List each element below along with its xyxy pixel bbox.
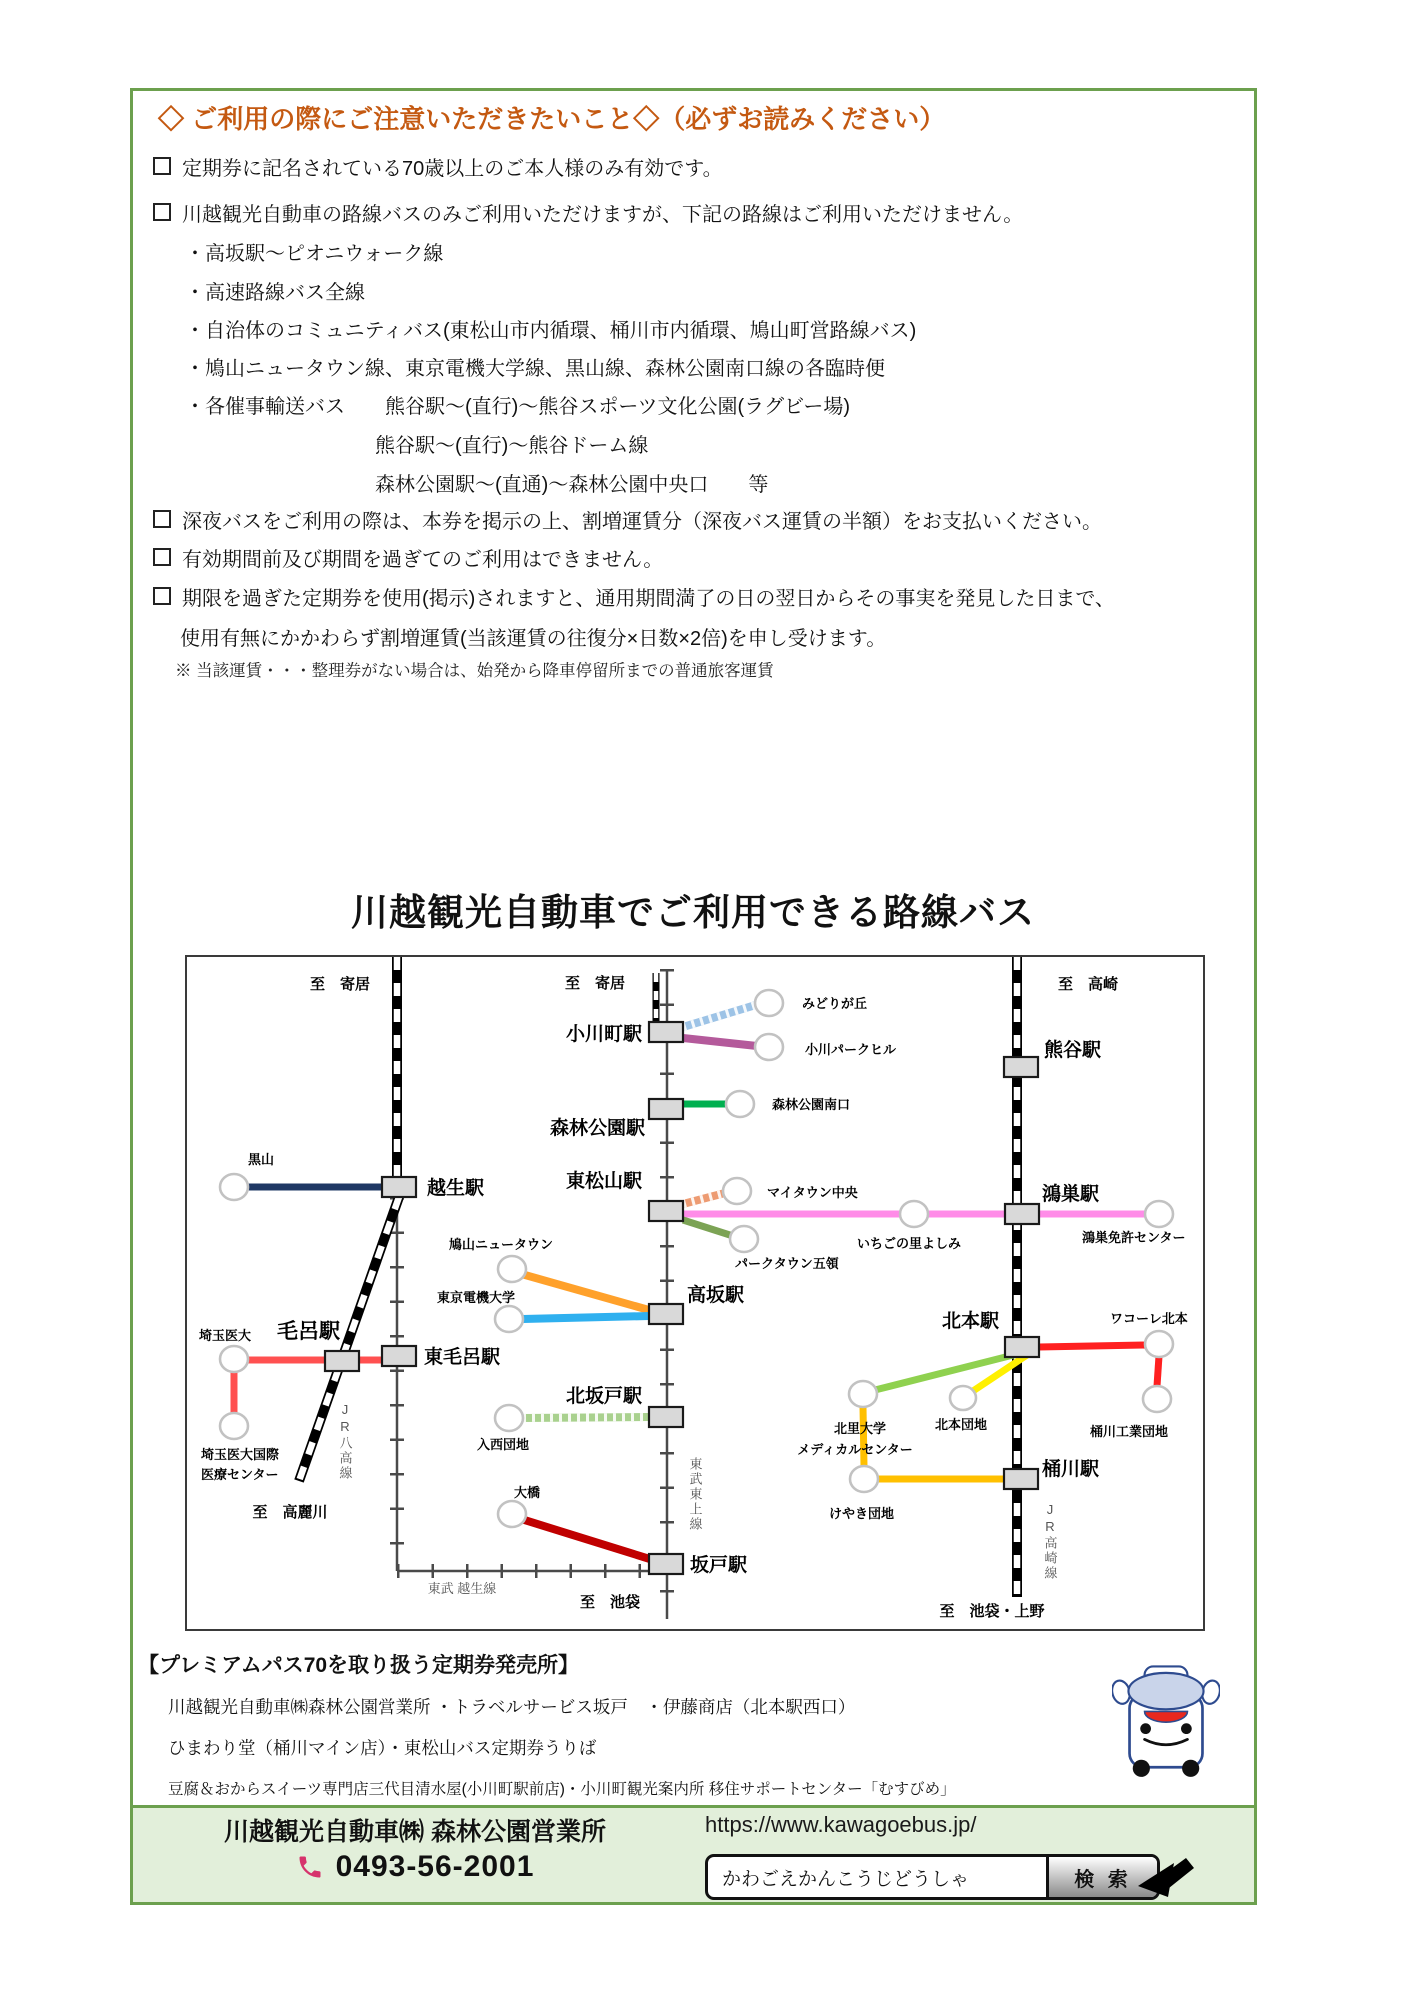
stop-circle-tokyo-denki (495, 1306, 523, 1332)
bus-line-wakore (1039, 1345, 1147, 1347)
station-box-konosu (1005, 1204, 1039, 1224)
stop-label-keyaki: けやき団地 (829, 1506, 895, 1521)
route-map-svg (187, 957, 1203, 1629)
station-label-moro: 毛呂駅 (277, 1320, 340, 1343)
bus-line-tokyo-denki (523, 1316, 649, 1319)
notice-text: 定期券に記名されている70歳以上のご本人様のみ有効です。 (182, 158, 723, 180)
station-box-moro (325, 1351, 359, 1371)
checkbox-icon (153, 157, 171, 175)
checkbox-icon (153, 510, 171, 528)
excluded-route: ・各催事輸送バス 熊谷駅～(直行)～熊谷スポーツ文化公園(ラグビー場) (185, 396, 851, 418)
stop-label-ohashi: 大橋 (513, 1485, 541, 1500)
bus-line-hatoyama-newtown (518, 1273, 656, 1312)
station-label-kita-sakado: 北坂戸駅 (565, 1386, 642, 1407)
bus-line-ohashi (518, 1518, 653, 1560)
stop-label-wakore: ワコーレ北本 (1110, 1311, 1188, 1326)
stop-circle-parktown (730, 1226, 758, 1252)
notice-text: 川越観光自動車の路線バスのみご利用いただけますが、下記の路線はご利用いただけません。 (182, 204, 1024, 226)
dir-takasaki: 至 高崎 (1057, 976, 1119, 993)
notice-item (153, 582, 1115, 611)
station-label-ogose: 越生駅 (427, 1178, 485, 1199)
footer-company: 川越観光自動車㈱ 森林公園営業所 (224, 1818, 606, 1846)
sales-line: 豆腐＆おからスイーツ専門店三代目清水屋(小川町駅前店)・小川町観光案内所 移住サポートセンター「むすびめ」 (168, 1781, 956, 1798)
footer-phone-number: 0493-56-2001 (335, 1850, 535, 1883)
stop-label-kitamoto-danchi: 北本団地 (935, 1417, 988, 1432)
stop-label-tokyo-denki: 東京電機大学 (437, 1290, 516, 1305)
dir-ikebukuro-ueno: 至 池袋・上野 (939, 1603, 1045, 1620)
stop-circle-nissai (495, 1405, 523, 1431)
stop-label-nissai: 入西団地 (477, 1437, 530, 1452)
cursor-pointer (1136, 1856, 1198, 1921)
cursor-arrow-icon (1136, 1856, 1198, 1916)
notice-item (153, 152, 723, 181)
stop-label-okegawa-kogyo: 桶川工業団地 (1090, 1424, 1169, 1439)
stop-circle-konosu-menkyo (1145, 1201, 1173, 1227)
stop-circle-midorigaoka (755, 990, 783, 1016)
station-label-shinrin-koen: 森林公園駅 (549, 1118, 645, 1139)
station-label-takasaka: 高坂駅 (687, 1285, 745, 1306)
stop-label-parktown: パークタウン五領 (735, 1256, 839, 1271)
stop-circle-saitama-idai-kokusai (220, 1413, 248, 1439)
notice-text: 有効期間前及び期間を過ぎてのご利用はできません。 (182, 549, 664, 571)
stop-label-saitama-idai: 埼玉医大 (199, 1328, 252, 1343)
label-jr-hachiko: JR八高線 (337, 1402, 353, 1481)
checkbox-icon (153, 587, 171, 605)
station-box-sakado (649, 1554, 683, 1574)
stop-label-ichigo: いちごの里よしみ (857, 1236, 962, 1251)
search-box (705, 1854, 1160, 1900)
bus-mascot (1112, 1660, 1220, 1783)
dir-yorii-center: 至 寄居 (564, 975, 626, 992)
notice-continuation: 使用有無にかかわらず割増運賃(当該運賃の往復分×日数×2倍)を申し受けます。 (180, 628, 887, 650)
search-button: 検 索 (1046, 1857, 1157, 1897)
notice-heading: ◇ ご利用の際にご注意いただきたいこと◇（必ずお読みください） (158, 104, 946, 134)
dir-ikebukuro: 至 池袋 (579, 1594, 641, 1611)
label-tobu-tojo: 東武東上線 (687, 1457, 703, 1532)
stop-label-konosu-menkyo: 鴻巣免許センター (1082, 1230, 1186, 1245)
stop-label-ogawa-park-hill: 小川パークヒル (805, 1042, 897, 1057)
stop-label-mytown: マイタウン中央 (767, 1185, 858, 1200)
map-title: 川越観光自動車でご利用できる路線バス (351, 892, 1035, 933)
footer-url: https://www.kawagoebus.jp/ (705, 1812, 977, 1837)
bus-mascot-icon (1112, 1660, 1220, 1778)
route-map (185, 955, 1205, 1631)
station-box-shinrin-koen (649, 1099, 683, 1119)
excluded-route-continuation: 熊谷駅～(直行)～熊谷ドーム線 (375, 435, 649, 457)
notice-item (153, 198, 1023, 227)
phone-icon (296, 1853, 324, 1881)
dir-komagawa: 至 高麗川 (252, 1504, 328, 1521)
station-label-higashi-moro: 東毛呂駅 (424, 1347, 501, 1368)
stop-circle-ichigo (900, 1201, 928, 1227)
station-box-kitamoto (1005, 1337, 1039, 1357)
station-label-konosu: 鴻巣駅 (1042, 1184, 1100, 1205)
stop-label-kitasato-2: メディカルセンター (797, 1442, 913, 1457)
notice-text: 深夜バスをご利用の際は、本券を掲示の上、割増運賃分（深夜バス運賃の半額）をお支払いください。 (182, 511, 1102, 533)
excluded-route: ・高速路線バス全線 (185, 282, 365, 304)
stop-label-kuroyama: 黒山 (247, 1152, 275, 1167)
stop-circle-keyaki (850, 1466, 878, 1492)
stop-circle-hatoyama (498, 1256, 526, 1282)
notice-text: 期限を過ぎた定期券を使用(掲示)されますと、通用期間満了の日の翌日からその事実を発見した日まで、 (182, 588, 1115, 610)
excluded-route: ・鳩山ニュータウン線、東京電機大学線、黒山線、森林公園南口線の各臨時便 (185, 358, 885, 380)
stop-circle-ogawa-park-hill (755, 1034, 783, 1060)
search-query-text: かわごえかんこうじどうしゃ (722, 1868, 970, 1890)
stop-circle-okegawa-kogyo (1143, 1386, 1171, 1412)
excluded-route-continuation: 森林公園駅～(直通)～森林公園中央口 等 (375, 474, 769, 496)
stop-label-saitama-idai-kokusai-2: 医療センター (201, 1467, 279, 1482)
station-box-higashi-moro (382, 1346, 416, 1366)
stop-circle-wakore (1145, 1331, 1173, 1357)
stop-circle-shinrin-minamiguchi (726, 1091, 754, 1117)
stop-circle-kitasato (849, 1381, 877, 1407)
dir-yorii-left: 至 寄居 (309, 976, 371, 993)
bus-line-okegawa-kogyo (1157, 1356, 1159, 1386)
stop-circle-saitama-idai (220, 1346, 248, 1372)
sales-line: 川越観光自動車㈱森林公園営業所 ・トラベルサービス坂戸 ・伊藤商店（北本駅西口） (168, 1697, 856, 1717)
stop-label-midorigaoka: みどりが丘 (802, 996, 868, 1011)
station-label-okegawa: 桶川駅 (1042, 1459, 1100, 1480)
sales-line: ひまわり堂（桶川マイン店）・東松山バス定期券うりば (168, 1738, 597, 1758)
station-label-sakado: 坂戸駅 (690, 1555, 748, 1576)
station-label-kitamoto: 北本駅 (941, 1311, 999, 1332)
bus-line-kitasato-keyaki (863, 1407, 864, 1466)
notice-item (153, 505, 1102, 534)
station-box-ogawamachi (649, 1022, 683, 1042)
station-box-ogose (382, 1177, 416, 1197)
stop-circle-kitamoto-danchi (950, 1386, 976, 1410)
bus-line-parktown-goryo (683, 1220, 733, 1236)
excluded-route: ・自治体のコミュニティバス(東松山市内循環、桶川市内循環、鳩山町営路線バス) (185, 320, 917, 342)
station-box-okegawa (1004, 1469, 1038, 1489)
bus-line-ogawa-park-hill (683, 1038, 757, 1046)
station-label-kumagaya: 熊谷駅 (1044, 1040, 1102, 1061)
station-box-kita-sakado (649, 1407, 683, 1427)
stop-circle-mytown (723, 1178, 751, 1204)
stop-label-saitama-idai-kokusai-1: 埼玉医大国際 (201, 1447, 280, 1462)
notice-item (153, 543, 663, 572)
fare-footnote: ※ 当該運賃・・・整理券がない場合は、始発から降車停留所までの普通旅客運賃 (175, 662, 774, 680)
stop-circle-kuroyama (220, 1174, 248, 1200)
stop-label-hatoyama: 鳩山ニュータウン (449, 1237, 554, 1252)
footer-phone-row (150, 1850, 680, 1884)
sales-heading: 【プレミアムパス70を取り扱う定期券発売所】 (138, 1654, 580, 1677)
label-jr-takasaki: JR高崎線 (1042, 1502, 1058, 1581)
station-label-higashi-matsuyama: 東松山駅 (565, 1171, 642, 1192)
station-box-higashi-matsuyama (649, 1201, 683, 1221)
stop-label-shinrin-minamiguchi: 森林公園南口 (772, 1097, 851, 1112)
checkbox-icon (153, 203, 171, 221)
station-box-takasaka (649, 1304, 683, 1324)
excluded-route: ・高坂駅～ピオニウォーク線 (185, 243, 444, 265)
station-label-ogawamachi: 小川町駅 (565, 1024, 642, 1045)
stop-circle-ohashi (498, 1501, 526, 1527)
checkbox-icon (153, 548, 171, 566)
label-tobu-ogose: 東武 越生線 (427, 1581, 497, 1596)
station-box-kumagaya (1004, 1057, 1038, 1077)
stop-label-kitasato-1: 北里大学 (833, 1421, 887, 1436)
